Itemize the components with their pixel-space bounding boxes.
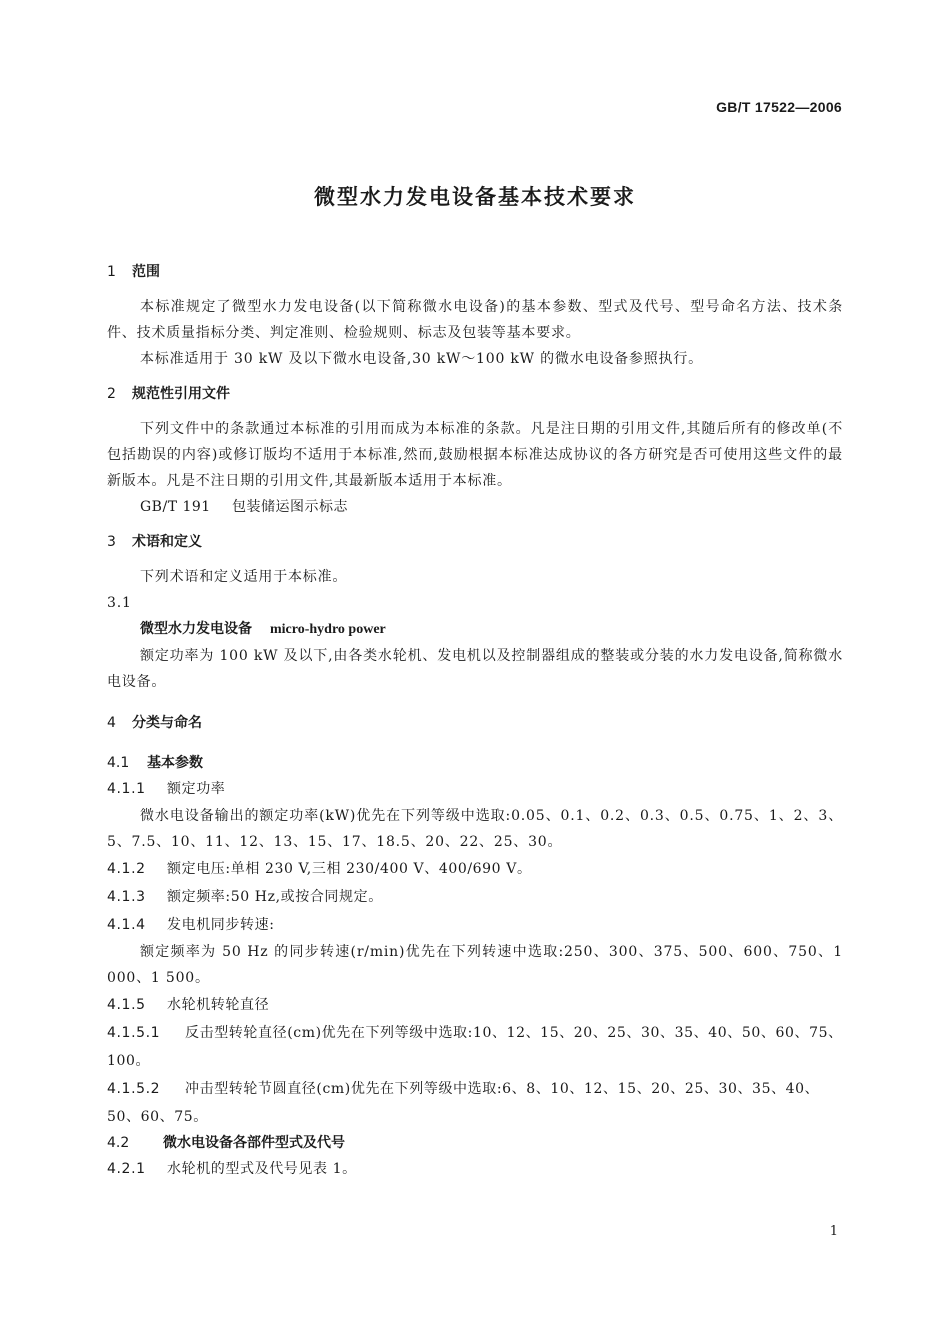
- term-definition: 额定功率为 100 kW 及以下,由各类水轮机、发电机以及控制器组成的整装或分装的水力发电设备,简称微水电设备。: [107, 648, 843, 690]
- clause-text: 额定功率: [167, 781, 226, 797]
- reference-title: 包装储运图示标志: [232, 499, 348, 515]
- subsection-4-1-heading: [107, 751, 843, 775]
- clause-number: 4.1.1: [107, 781, 146, 797]
- section-number: 1: [107, 264, 116, 280]
- scope-paragraph-1: 本标准规定了微型水力发电设备(以下简称微水电设备)的基本参数、型式及代号、型号命名方法、技术条件、技术质量指标分类、判定准则、检验规则、标志及包装等基本要求。: [107, 299, 843, 341]
- subsection-number: 4.2: [107, 1135, 130, 1151]
- scope-paragraph-2: 本标准适用于 30 kW 及以下微水电设备,30 kW～100 kW 的微水电设备参照执行。: [140, 351, 703, 367]
- clause-text: 发电机同步转速:: [167, 917, 275, 933]
- standard-code: GB/T 17522—2006: [716, 99, 842, 115]
- document-body: [107, 260, 843, 1183]
- clause-4-1-4-body: 额定频率为 50 Hz 的同步转速(r/min)优先在下列转速中选取:250、300、375、500、600、750、1 000、1 500。: [107, 944, 843, 986]
- reference-code: GB/T 191: [140, 499, 211, 515]
- clause-4-2-1: [107, 1155, 843, 1183]
- section-number: 3: [107, 534, 116, 550]
- clause-number: 4.1.3: [107, 889, 146, 905]
- subsection-number: 4.1: [107, 755, 130, 771]
- subsection-title: 基本参数: [147, 755, 203, 771]
- clause-text: 反击型转轮直径(cm)优先在下列等级中选取:10、12、15、20、25、30、35、40、50、60、75、100。: [107, 1025, 843, 1069]
- clause-number: 4.1.5.2: [107, 1081, 161, 1097]
- subsection-4-2-heading: [107, 1131, 843, 1155]
- references-paragraph: 下列文件中的条款通过本标准的引用而成为本标准的条款。凡是注日期的引用文件,其随后所有的修改单(不包括勘误的内容)或修订版均不适用于本标准,然而,鼓励根据本标准达成协议的各方研究是否可使用这些文件的最新版本。凡是不注日期的引用文件,其最新版本适用于本标准。: [107, 421, 843, 489]
- section-title: 范围: [132, 264, 160, 280]
- term-english: micro-hydro power: [270, 622, 386, 637]
- clause-number: 4.1.2: [107, 861, 146, 877]
- clause-number: 4.2.1: [107, 1161, 146, 1177]
- clause-number: 4.1.4: [107, 917, 146, 933]
- clause-4-1-2: [107, 855, 843, 883]
- clause-number: 4.1.5: [107, 997, 146, 1013]
- clause-text: 额定频率:50 Hz,或按合同规定。: [167, 889, 383, 905]
- document-title: 微型水力发电设备基本技术要求: [314, 185, 636, 209]
- clause-text: 水轮机转轮直径: [167, 997, 270, 1013]
- section-4-heading: [107, 711, 843, 735]
- section-title: 术语和定义: [132, 534, 202, 550]
- clause-text: 额定电压:单相 230 V,三相 230/400 V、400/690 V。: [167, 861, 532, 877]
- term-number: 3.1: [107, 595, 132, 611]
- term-entry: [107, 616, 843, 643]
- section-number: 4: [107, 715, 116, 731]
- section-number: 2: [107, 386, 116, 402]
- clause-4-1-1-body: 微水电设备输出的额定功率(kW)优先在下列等级中选取:0.05、0.1、0.2、0.3、0.5、0.75、1、2、3、5、7.5、10、11、12、13、15、17、18.5、20、22、25、30。: [107, 808, 843, 850]
- clause-text: 冲击型转轮节圆直径(cm)优先在下列等级中选取:6、8、10、12、15、20、25、30、35、40、50、60、75。: [107, 1081, 820, 1125]
- clause-4-1-5-2: [107, 1075, 843, 1131]
- page-number: 1: [829, 1224, 838, 1239]
- clause-4-1-5: [107, 991, 843, 1019]
- clause-4-1-5-1: [107, 1019, 843, 1075]
- section-3-heading: [107, 530, 843, 554]
- subsection-title: 微水电设备各部件型式及代号: [163, 1135, 345, 1151]
- clause-4-1-1: [107, 775, 843, 803]
- term-chinese: 微型水力发电设备: [140, 621, 252, 637]
- section-title: 分类与命名: [132, 715, 202, 731]
- section-2-heading: [107, 382, 843, 406]
- clause-4-1-3: [107, 883, 843, 911]
- clause-text: 水轮机的型式及代号见表 1。: [167, 1161, 357, 1177]
- clause-4-1-4: [107, 911, 843, 939]
- section-title: 规范性引用文件: [132, 386, 230, 402]
- section-1-heading: [107, 260, 843, 284]
- clause-number: 4.1.5.1: [107, 1025, 161, 1041]
- reference-entry: [107, 494, 843, 520]
- terms-intro: 下列术语和定义适用于本标准。: [140, 569, 348, 585]
